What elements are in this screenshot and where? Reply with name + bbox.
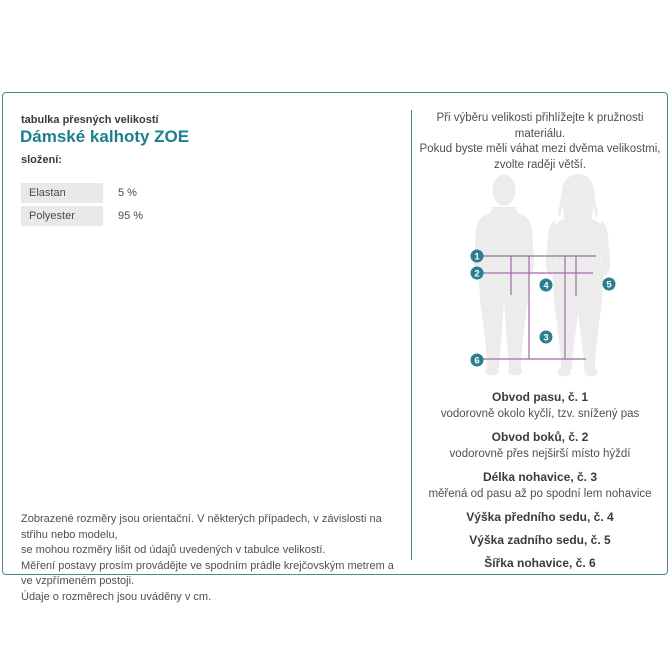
measurement-figure	[451, 163, 651, 388]
material-percent: 5 %	[118, 187, 137, 199]
measurement-item	[412, 555, 668, 572]
table-caption: tabulka přesných velikostí	[21, 114, 159, 126]
advice-line: Pokud byste měli váhat mezi dvěma velikostmi,	[419, 143, 661, 155]
advice-line: zvolte raději větší.	[493, 158, 587, 171]
note-line: se mohou rozměry lišit od údajů uvedených v tabulce velikostí.	[21, 544, 326, 556]
measurement-name: Výška zadního sedu, č. 5	[469, 533, 611, 547]
measurement-item	[412, 389, 668, 423]
marker-4-label: 4	[543, 280, 549, 292]
marker-3-label: 3	[543, 332, 549, 344]
note-line: Měření postavy prosím provádějte ve spodním prádle krejčovským metrem a ve vzpřímeném postoji.	[21, 559, 394, 587]
measurement-name: Šířka nohavice, č. 6	[484, 556, 596, 570]
right-column	[412, 93, 668, 574]
composition-table	[21, 183, 261, 229]
size-chart-panel	[2, 92, 668, 603]
measurement-name: Výška předního sedu, č. 4	[466, 510, 614, 524]
measurement-desc: měřená od pasu až po spodní lem nohavice	[428, 488, 652, 500]
measurement-desc: vodorovně přes nejširší místo hýždí	[449, 448, 631, 460]
material-name: Elastan	[21, 183, 103, 203]
measurement-name: Obvod boků, č. 2	[491, 430, 589, 444]
measurement-item	[412, 429, 668, 463]
composition-row	[21, 183, 261, 203]
product-title: Dámské kalhoty ZOE	[20, 127, 190, 146]
marker-5-label: 5	[606, 279, 612, 291]
measurement-name: Délka nohavice, č. 3	[482, 470, 598, 484]
marker-1-label: 1	[474, 251, 480, 263]
advice-line: Při výběru velikosti přihlížejte k pružnosti materiálu.	[436, 112, 644, 140]
composition-label: složení:	[21, 154, 62, 166]
composition-row	[21, 206, 261, 226]
marker-2-label: 2	[474, 268, 480, 280]
measurement-note	[21, 512, 401, 605]
measurement-name: Obvod pasu, č. 1	[491, 390, 589, 404]
measurement-list	[412, 389, 668, 578]
marker-6-label: 6	[474, 355, 480, 367]
measurement-item	[412, 509, 668, 526]
measurement-item	[412, 469, 668, 503]
measurement-item	[412, 532, 668, 549]
note-line: Zobrazené rozměry jsou orientační. V některých případech, v závislosti na střihu nebo modelu,	[21, 513, 382, 541]
measurement-desc: vodorovně okolo kyčlí, tzv. snížený pas	[440, 408, 640, 420]
material-percent: 95 %	[118, 210, 144, 222]
material-name: Polyester	[21, 206, 103, 226]
silhouette-female-icon	[546, 174, 611, 377]
note-line: Údaje o rozměrech jsou uváděny v cm.	[21, 590, 212, 603]
